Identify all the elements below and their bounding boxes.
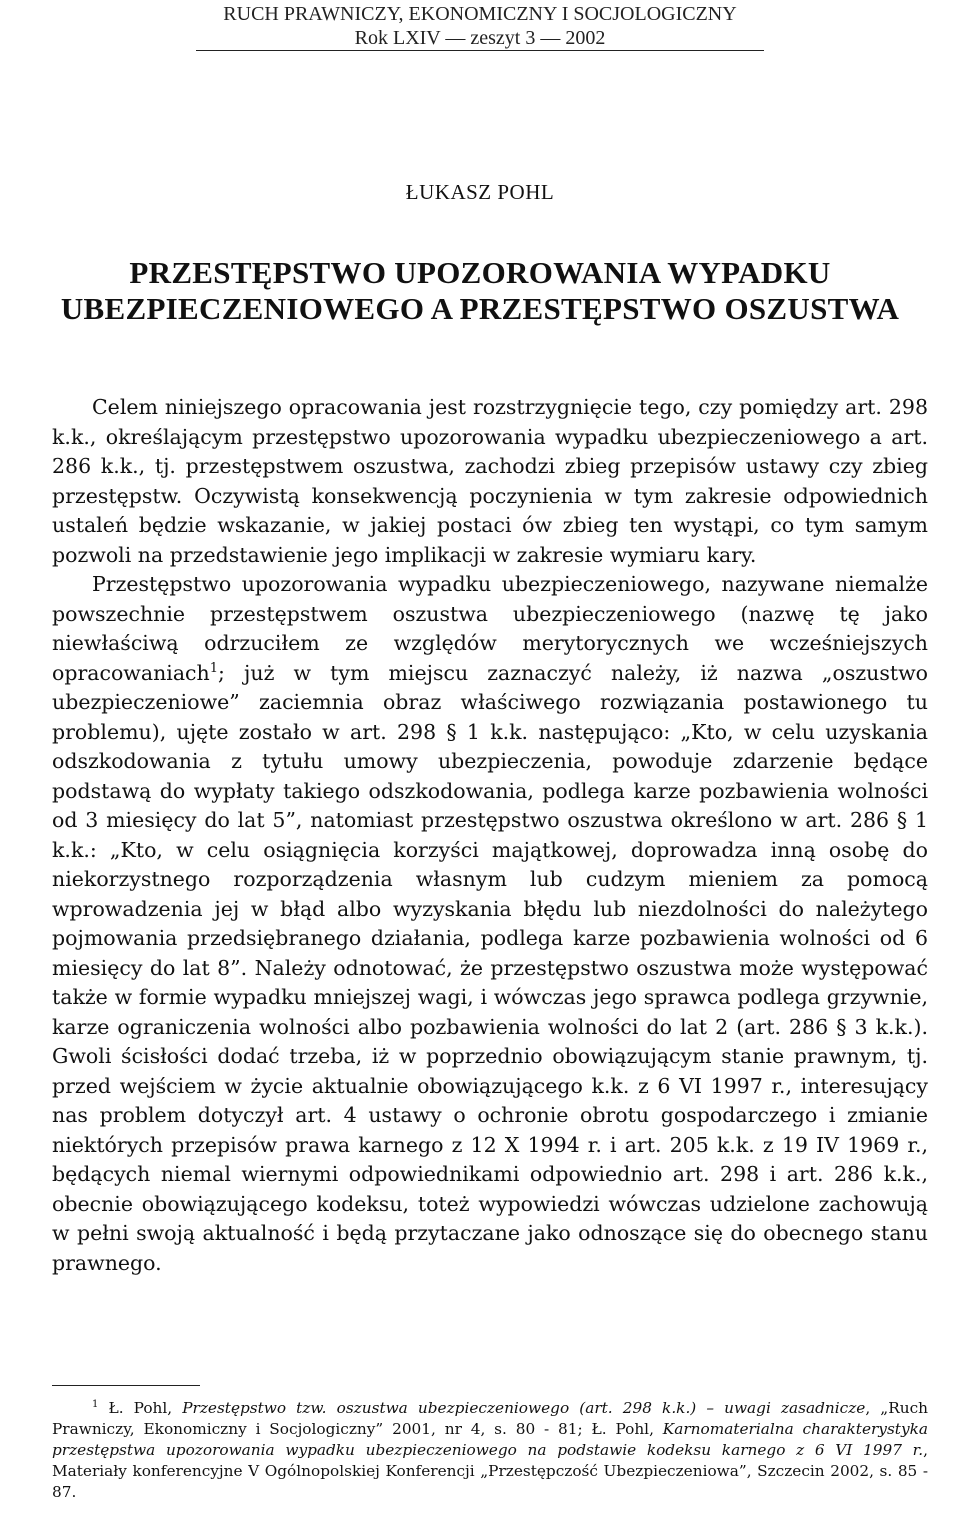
author-name: ŁUKASZ POHL [405, 180, 555, 204]
paragraph-2-part-a: Przestępstwo upozorowania wypadku ubezpieczeniowego, nazywane niemalże powszechnie przestępstwem oszustwa ubezpieczeniowego (nazwę tę jako niewłaściwą odrzuciłem ze względów merytorycznych we wcześniejszych opracowaniach [52, 572, 928, 685]
footnote-1 [52, 1398, 928, 1503]
paragraph-2 [52, 570, 928, 1278]
footnote [52, 1398, 928, 1503]
article-title [0, 255, 960, 327]
journal-issue: Rok LXIV — zeszyt 3 — 2002 [354, 27, 606, 49]
footnote-text-2: , „Ruch Prawniczy, Ekonomiczny i Socjologiczny” 2001, nr 4, s. 80 - 81; Ł. Pohl, [52, 1399, 928, 1438]
footnote-divider [52, 1385, 200, 1386]
footnote-text-3: , Materiały konferencyjne V Ogólnopolskiej Konferencji „Przestępczość Ubezpieczeniowa”, Szczecin 2002, s. 85 - 87. [52, 1441, 928, 1501]
footnote-citation-title-1: Przestępstwo tzw. oszustwa ubezpieczeniowego (art. 298 k.k.) – uwagi zasadnicze [182, 1399, 866, 1417]
journal-name: RUCH PRAWNICZY, EKONOMICZNY I SOCJOLOGICZNY [223, 3, 737, 25]
header-divider [196, 50, 764, 51]
paragraph-2-part-b: ; już w tym miejscu zaznaczyć należy, iż nazwa „oszustwo ubezpieczeniowe” zaciemnia obraz właściwego rozwiązania postawionego tu problemu), ujęte zostało w art. 298 § 1 k.k. następująco: „Kto, w celu uzyskania odszkodowania z tytułu umowy ubezpieczenia, powoduje zdarzenie będące podstawą do wypłaty takiego odszkodowania, podlega karze pozbawienia wolności od 3 miesięcy do lat 5”, natomiast przestępstwo oszustwa określono w art. 286 § 1 k.k.: „Kto, w celu osiągnięcia korzyści majątkowej, doprowadza inną osobę do niekorzystnego rozporządzenia własnym lub cudzym mieniem za pomocą wprowadzenia jej w błąd albo wyzyskania błędu lub niezdolności do należytego pojmowania przedsiębranego działania, podlega karze pozbawienia wolności od 6 miesięcy do lat 8”. Należy odnotować, że przestępstwo oszustwa może występować także w formie wypadku mniejszej wagi, i wówczas jego sprawca podlega grzywnie, karze ograniczenia wolności albo pozbawienia wolności do lat 2 (art. 286 § 3 k.k.). Gwoli ścisłości dodać trzeba, iż w poprzednio obowiązującym stanie prawnym, tj. przed wejściem w życie aktualnie obowiązującego k.k. z 6 VI 1997 r., interesujący nas problem dotyczył art. 4 ustawy o ochronie obrotu gospodarczego i zmianie niektórych przepisów prawa karnego z 12 X 1994 r. i art. 205 k.k. z 19 IV 1969 r., będących niemal wiernymi odpowiednikami odpowiednio art. 298 i art. 286 k.k., obecnie obowiązującego kodeksu, toteż wypowiedzi wówczas udzielone zachowują w pełni swoją aktualność i będą przytaczane jako odnoszące się do obecnego stanu prawnego. [52, 660, 928, 1275]
paragraph-1: Celem niniejszego opracowania jest rozstrzygnięcie tego, czy pomiędzy art. 298 k.k., określającym przestępstwo upozorowania wypadku ubezpieczeniowego a art. 286 k.k., tj. przestępstwem oszustwa, zachodzi zbieg przepisów ustawy czy zbieg przestępstw. Oczywistą konsekwencją poczynienia w tym zakresie odpowiednich ustaleń będzie wskazanie, w jakiej postaci ów zbieg ten wystąpi, co tym samym pozwoli na przedstawienie jego implikacji w zakresie wymiaru kary. [52, 395, 928, 567]
title-line-1: PRZESTĘPSTWO UPOZOROWANIA WYPADKU [129, 255, 831, 290]
footnote-number: 1 [92, 1398, 99, 1410]
footnote-text-1: Ł. Pohl, [98, 1399, 183, 1417]
footnote-reference: 1 [209, 660, 219, 676]
article-body [52, 393, 928, 1278]
footnote-citation-title-2: Karnomaterialna charakterystyka przestępstwa upozorowania wypadku ubezpieczeniowego na podstawie kodeksu karnego z 6 VI 1997 r. [52, 1420, 928, 1459]
title-line-2: UBEZPIECZENIOWEGO A PRZESTĘPSTWO OSZUSTWA [60, 291, 900, 326]
journal-header [0, 2, 960, 50]
